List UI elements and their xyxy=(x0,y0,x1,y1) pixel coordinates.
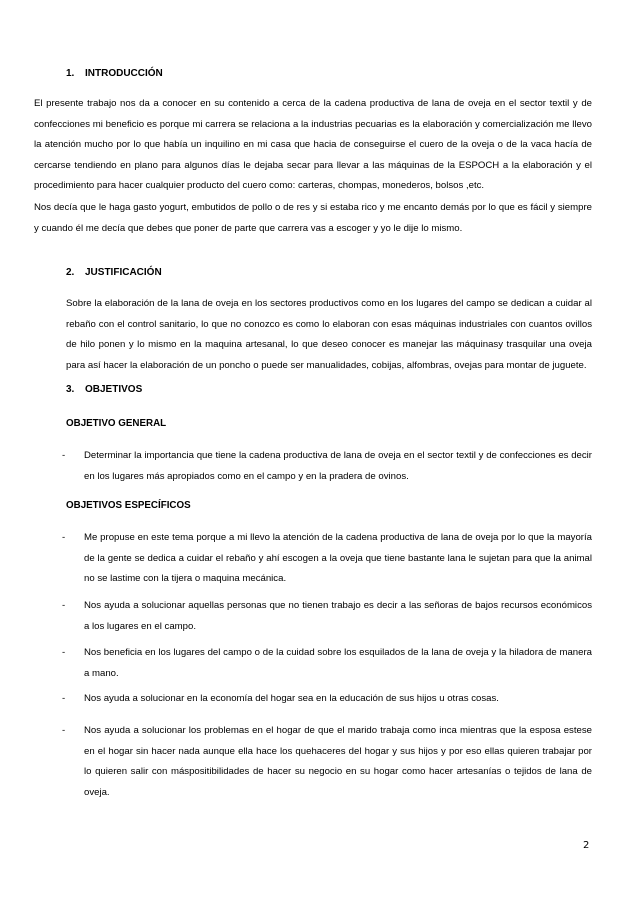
bullet-dash: - xyxy=(62,532,66,543)
bullet-text: Nos ayuda a solucionar en la economía del hogar sea en la educación de sus hijos u otras cosas. xyxy=(84,693,499,704)
bullet-text: Nos ayuda a solucionar los problemas en el hogar de que el marido trabaja como inca mientras que la esposa estese en el hogar sin hacer nada aunque ella hace los quehaceres del hogar y sus hijos y por eso ellas quieren trabajar por lo quieren salir con máspositibilidades de hacer su negocio en su hogar como hacer artesanías o tejidos de lana de oveja. xyxy=(84,725,592,798)
section-number: 2. xyxy=(66,267,75,278)
bullet-text: Nos beneficia en los lugares del campo o de la cuidad sobre los esquilados de la lana de oveja y la hiladora de manera a mano. xyxy=(84,647,592,679)
bullet-dash: - xyxy=(62,693,66,704)
intro-paragraph-1: El presente trabajo nos da a conocer en su contenido a cerca de la cadena productiva de lana de oveja en el sector textil y de confecciones mi beneficio es porque mi carrera se relaciona a la industrias pecuarias es la elaboración y comercialización me llevo la atención mucho por lo que había un inquilino en mi casa que hacia de conseguirse el cuero de la oveja o de la vaca hacía de cercarse tendiendo en plano para algunos días le dejaba secar para llevar a las máquinas de la ESPOCH a la elaboración y el procedimiento para hacer cualquier producto del cuero como: carteras, chompas, monederos, bolsos ,etc. xyxy=(34,98,592,191)
bullet-text: Nos ayuda a solucionar aquellas personas que no tienen trabajo es decir a las señoras de bajos recursos económicos a los lugares en el campo. xyxy=(84,600,592,632)
section-heading-objetivos xyxy=(66,384,142,395)
objetivo-especifico-item xyxy=(62,643,592,684)
objetivo-especifico-item xyxy=(62,689,592,710)
section-heading-introduccion xyxy=(66,68,163,79)
objetivo-especifico-item xyxy=(62,721,592,803)
objetivo-especifico-item xyxy=(62,596,592,637)
bullet-dash: - xyxy=(62,647,66,658)
justificacion-paragraph: Sobre la elaboración de la lana de oveja en los sectores productivos como en los lugares del campo se dedican a cuidar al rebaño con el control sanitario, lo que no conozco es como lo elaboran con esas máquinas industriales con cuantos ovillos de hilo ponen y lo mismo en la maquina artesanal, lo que deseo conocer es manejar las máquinasy trasquilar una oveja para así hacer la elaboración de un poncho o puede ser manualidades, cobijas, alfombras, ovejas para montar de juguete. xyxy=(66,298,592,371)
section-title: JUSTIFICACIÓN xyxy=(85,267,162,278)
bullet-dash: - xyxy=(62,450,66,461)
objetivo-especifico-item xyxy=(62,528,592,590)
section-title: OBJETIVOS xyxy=(85,384,143,395)
bullet-dash: - xyxy=(62,725,66,736)
section-title: INTRODUCCIÓN xyxy=(85,68,163,79)
section-heading-justificacion xyxy=(66,267,162,278)
objetivo-general-item xyxy=(62,446,592,487)
bullet-text: Determinar la importancia que tiene la cadena productiva de lana de oveja en el sector textil y de confecciones es decir en los lugares más apropiados como en el campo y en la pradera de ovinos. xyxy=(84,450,592,482)
page-number: 2 xyxy=(583,840,590,851)
section-number: 3. xyxy=(66,384,75,395)
objetivo-general-heading: OBJETIVO GENERAL xyxy=(66,418,167,429)
intro-paragraph-2: Nos decía que le haga gasto yogurt, embutidos de pollo o de res y si estaba rico y me encanto demás por lo que es fácil y siempre y cuando él me decía que debes que poner de parte que carrera vas a escoger y yo le dije lo mismo. xyxy=(34,202,592,234)
bullet-dash: - xyxy=(62,600,66,611)
objetivos-especificos-heading: OBJETIVOS ESPECÍFICOS xyxy=(66,500,191,511)
section-number: 1. xyxy=(66,68,75,79)
bullet-text: Me propuse en este tema porque a mi llevo la atención de la cadena productiva de lana de oveja por lo que la mayoría de la gente se dedica a cuidar el rebaño y ahí escogen a la oveja que tiene bastante lana le sujetan para que la animal no se lastime con la tijera o maquina mecánica. xyxy=(84,532,592,584)
